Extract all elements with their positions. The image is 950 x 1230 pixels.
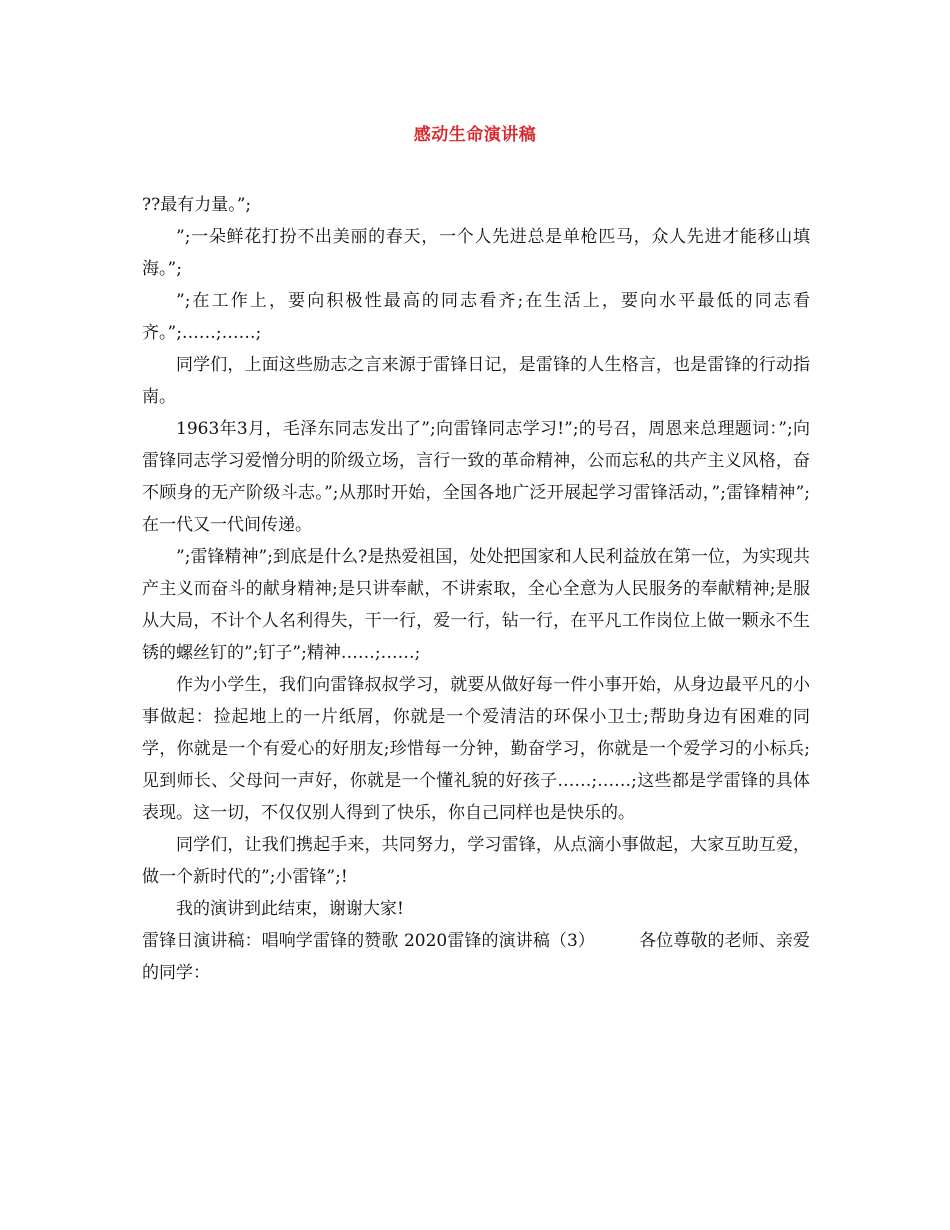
paragraph-5: 1963年3月，毛泽东同志发出了”;向雷锋同志学习!”;的号召，周恩来总理题词：”;向雷锋同志学习爱憎分明的阶级立场，言行一致的革命精神，公而忘私的共产主义风格，奋不顾身的无产阶级斗志。”;从那时开始，全国各地广泛开展起学习雷锋活动，”;雷锋精神”;在一代又一代间传递。 xyxy=(142,419,810,535)
paragraph-1: ??最有力量。”; xyxy=(142,195,252,215)
paragraph-7: 作为小学生，我们向雷锋叔叔学习，就要从做好每一件小事开始，从身边最平凡的小事做起：捡起地上的一片纸屑，你就是一个爱清洁的环保小卫士;帮助身边有困难的同学，你就是一个有爱心的好朋友;珍惜每一分钟，勤奋学习，你就是一个爱学习的小标兵;见到师长、父母问一声好，你就是一个懂礼貌的好孩子……;……;这些都是学雷锋的具体表现。这一切，不仅仅别人得到了快乐，你自己同样也是快乐的。 xyxy=(142,675,810,823)
footer-line-part2: 各位尊敬的老师、亲爱的同学： xyxy=(142,931,811,983)
paragraph-9: 我的演讲到此结束，谢谢大家! xyxy=(176,899,404,919)
paragraph-2: ”;一朵鲜花打扮不出美丽的春天，一个人先进总是单枪匹马，众人先进才能移山填海。”; xyxy=(142,227,810,279)
paragraph-8: 同学们，让我们携起手来，共同努力，学习雷锋，从点滴小事做起，大家互助互爱，做一个新时代的”;小雷锋”;! xyxy=(142,835,810,887)
paragraph-3: ”;在工作上，要向积极性最高的同志看齐;在生活上，要向水平最低的同志看齐。”;……;……; xyxy=(142,291,810,343)
footer-line-part1: 雷锋日演讲稿：唱响学雷锋的赞歌 2020雷锋的演讲稿（3） xyxy=(142,931,596,951)
footer-line xyxy=(142,925,810,989)
paragraph-4: 同学们，上面这些励志之言来源于雷锋日记，是雷锋的人生格言，也是雷锋的行动指南。 xyxy=(142,355,810,407)
document-body xyxy=(142,189,810,989)
document-title: 感动生命演讲稿 xyxy=(413,125,537,145)
paragraph-6: ”;雷锋精神”;到底是什么?是热爱祖国，处处把国家和人民利益放在第一位，为实现共产主义而奋斗的献身精神;是只讲奉献，不讲索取，全心全意为人民服务的奉献精神;是服从大局，不计个人名利得失，干一行，爱一行，钻一行，在平凡工作岗位上做一颗永不生锈的螺丝钉的”;钉子”;精神……;……; xyxy=(142,547,810,663)
